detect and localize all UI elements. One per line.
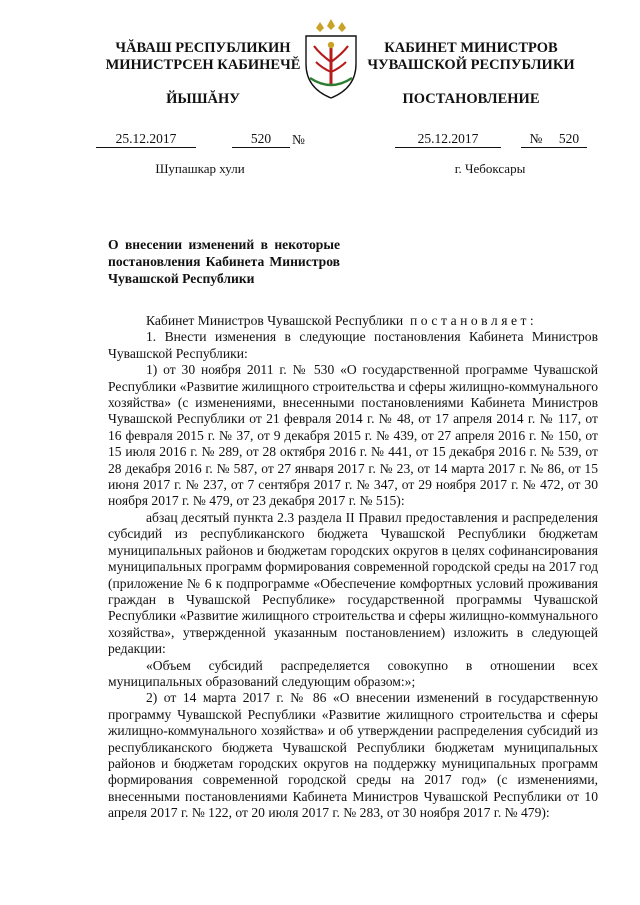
- chuvash-org-line-2: МИНИСТРСЕН КАБИНЕЧĔ: [105, 57, 301, 73]
- intro-prefix: Кабинет Министров Чувашской Республики: [146, 313, 404, 328]
- emblem-icon: [300, 18, 362, 100]
- chuvash-header: [98, 40, 308, 108]
- number-sign-right: №: [521, 131, 551, 148]
- number-left: 520: [232, 131, 290, 148]
- russian-org-line-2: ЧУВАШСКОЙ РЕСПУБЛИКИ: [367, 57, 575, 73]
- chuvash-org-line-1: ЧĂВАШ РЕСПУБЛИКИН: [115, 40, 291, 56]
- date-right: 25.12.2017: [395, 131, 501, 148]
- paragraph-3: абзац десятый пункта 2.3 раздела II Правил предоставления и распределения субсидий из республиканского бюджета Чувашской Республики бюджетам муниципальных районов и бюджетам городских округов в целях софинансирования муниципальных программ формирования современной городской среды на 2017 год (приложение № 6 к подпрограмме «Обеспечение комфортных условий проживания граждан в Чувашской Республике» государственной программы Чувашской Республики «Развитие жилищного строительства и сферы жилищно-коммунального хозяйства», утвержденной указанным постановлением) изложить в следующей редакции:: [108, 509, 598, 657]
- intro-verb: постановляет:: [410, 313, 538, 328]
- document-body: [108, 313, 598, 822]
- date-left: 25.12.2017: [96, 131, 196, 148]
- number-sign-left: №: [292, 132, 305, 147]
- dateline-left: [96, 131, 311, 148]
- russian-doc-type: ПОСТАНОВЛЕНИЕ: [402, 91, 540, 107]
- city-russian: г. Чебоксары: [454, 161, 526, 176]
- paragraph-2: 1) от 30 ноября 2011 г. № 530 «О государственной программе Чувашской Республики «Развитие жилищного строительства и сферы жилищно-коммунального хозяйства» (с изменениями, внесенными постановлениями Кабинета Министров Чувашской Республики от 21 февраля 2014 г. № 48, от 17 апреля 2014 г. № 117, от 16 февраля 2015 г. № 37, от 9 декабря 2015 г. № 439, от 27 апреля 2016 г. № 150, от 15 июля 2016 г. № 289, от 28 октября 2016 г. № 441, от 15 декабря 2016 г. № 539, от 28 декабря 2016 г. № 587, от 27 января 2017 г. № 23, от 14 марта 2017 г. № 86, от 15 июня 2017 г. № 237, от 7 сентября 2017 г. № 347, от 29 ноября 2017 г. № 472, от 30 ноября 2017 г. № 479, от 23 декабря 2017 г. № 515):: [108, 362, 598, 509]
- dateline-right: [395, 131, 590, 148]
- chuvash-doc-type: ЙЫШĂНУ: [166, 91, 240, 107]
- document-title: О внесении изменений в некоторые постановления Кабинета Министров Чувашской Республики: [108, 237, 340, 286]
- russian-org-line-1: КАБИНЕТ МИНИСТРОВ: [384, 40, 558, 56]
- paragraph-5: 2) от 14 марта 2017 г. № 86 «О внесении изменений в государственную программу Чувашской Республики «Развитие жилищного строительства и сферы жилищно-коммунального хозяйства» и об утверждении распределения субсидий из республиканского бюджета Чувашской Республики бюджетам муниципальных районов и бюджетам городских округов на поддержку муниципальных программ формирования современной городской среды на 2017 год» (с изменениями, внесенными постановлениями Кабинета Министров Чувашской Республики от 10 апреля 2017 г. № 122, от 20 июля 2017 г. № 283, от 30 ноября 2017 г. № 479):: [108, 690, 598, 821]
- city-chuvash: Шупашкар хули: [155, 161, 245, 176]
- russian-header: [366, 40, 576, 108]
- number-right: 520: [551, 131, 587, 148]
- paragraph-1: 1. Внести изменения в следующие постановления Кабинета Министров Чувашской Республики:: [108, 329, 598, 361]
- intro-paragraph: [108, 313, 598, 329]
- paragraph-4: «Объем субсидий распределяется совокупно в отношении всех муниципальных образований следующим образом:»;: [108, 657, 598, 689]
